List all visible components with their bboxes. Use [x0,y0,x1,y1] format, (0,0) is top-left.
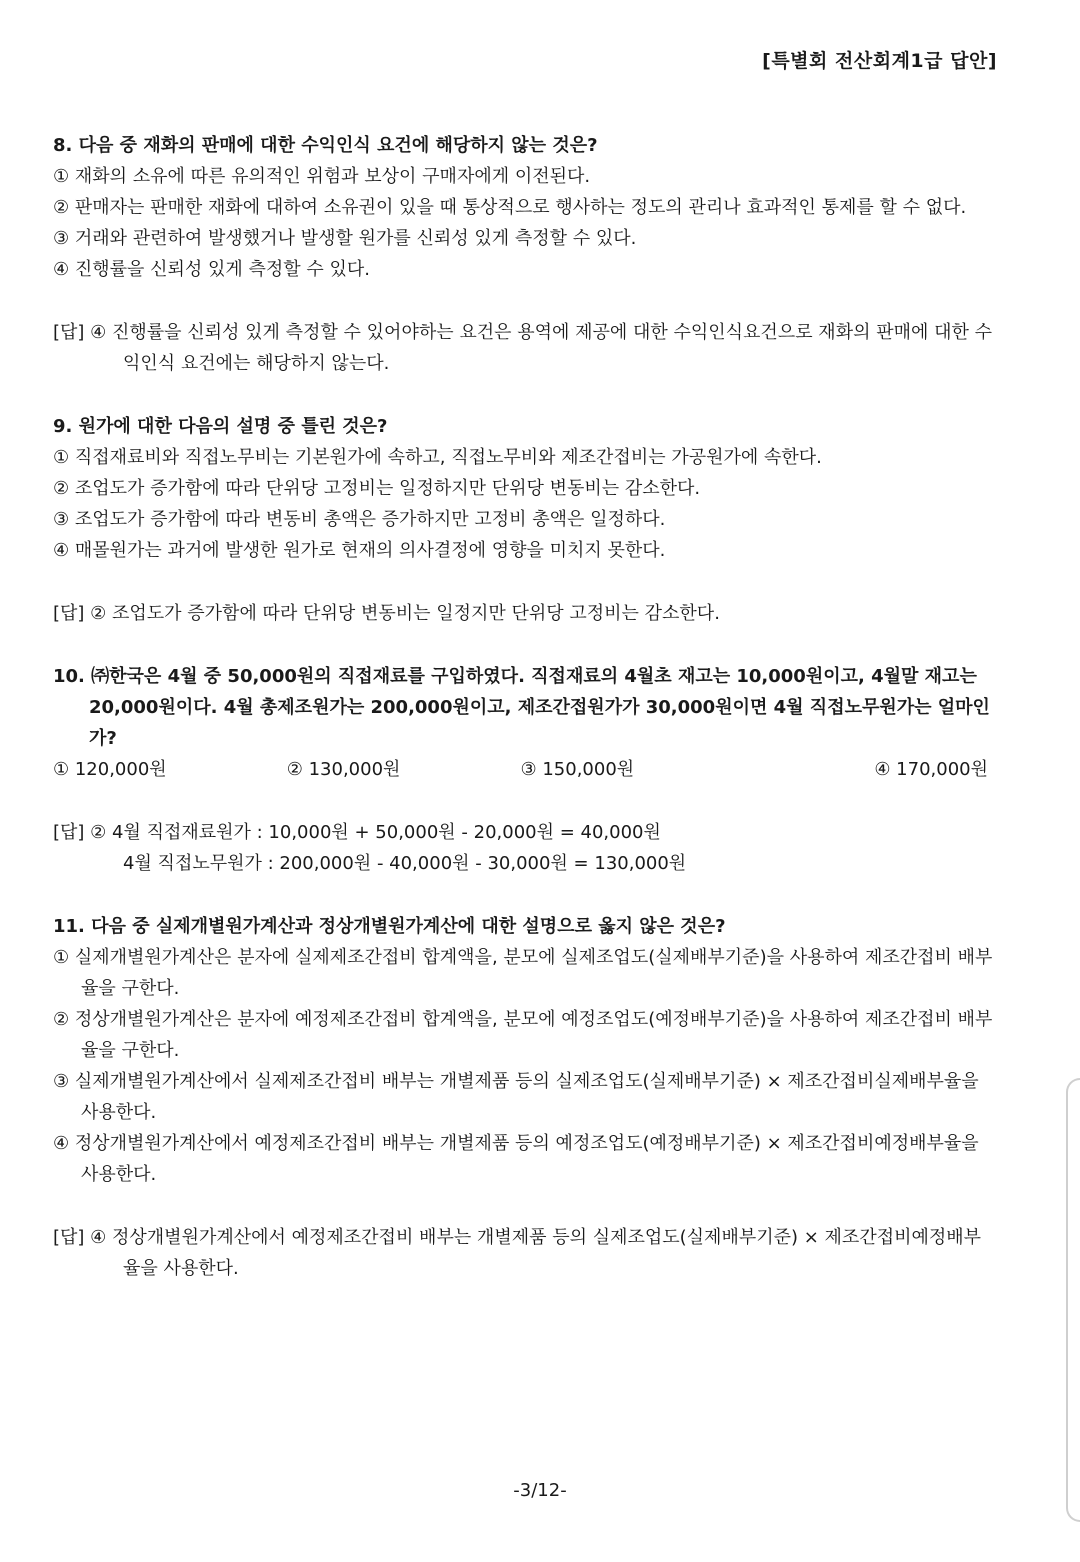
page-number: -3/12- [513,1480,567,1501]
question-title: 8. 다음 중 재화의 판매에 대한 수익인식 요건에 해당하지 않는 것은? [53,135,598,156]
option-4: ④ 170,000원 [874,759,988,780]
question-8 [53,130,998,379]
option-4: ④ 진행률을 신뢰성 있게 측정할 수 있다. [53,259,371,280]
answer-text: [답] ② 4월 직접재료원가 : 10,000원 + 50,000원 - 20,000원 = 40,000원 [53,822,661,843]
option-3: ③ 거래와 관련하여 발생했거나 발생할 원가를 신뢰성 있게 측정할 수 있다. [53,228,637,249]
question-title: 11. 다음 중 실제개별원가계산과 정상개별원가계산에 대한 설명으로 옳지 않은 것은? [53,916,726,937]
option-2: ② 정상개별원가계산은 분자에 예정제조간접비 합계액을, 분모에 예정조업도(예정배부기준)을 사용하여 제조간접비 배부율을 구한다. [53,1009,993,1061]
options-row [53,754,998,785]
option-4: ④ 매몰원가는 과거에 발생한 원가로 현재의 의사결정에 영향을 미치지 못한다. [53,540,666,561]
option-1: ① 재화의 소유에 따른 유의적인 위험과 보상이 구매자에게 이전된다. [53,166,591,187]
option-3: ③ 150,000원 [520,759,635,780]
option-3: ③ 실제개별원가계산에서 실제제조간접비 배부는 개별제품 등의 실제조업도(실제배부기준) × 제조간접비실제배부율을 사용한다. [53,1071,979,1123]
option-2: ② 130,000원 [286,759,401,780]
document-body [53,130,998,1284]
page-header: [특별회 전산회계1급 답안] [762,50,997,72]
question-title: 10. ㈜한국은 4월 중 50,000원의 직접재료를 구입하였다. 직접재료의 4월초 재고는 10,000원이고, 4월말 재고는 20,000원이다. 4월 총제조원가는 200,000원이고, 제조간접원가가 30,000원이면 4월 직접노무원가는 얼마인가? [53,666,990,749]
question-title: 9. 원가에 대한 다음의 설명 중 틀린 것은? [53,416,388,437]
question-11 [53,911,998,1284]
answer-text-line2: 4월 직접노무원가 : 200,000원 - 40,000원 - 30,000원 = 130,000원 [123,853,687,874]
option-3: ③ 조업도가 증가함에 따라 변동비 총액은 증가하지만 고정비 총액은 일정하다. [53,509,666,530]
option-1: ① 120,000원 [53,759,167,780]
answer-text: [답] ② 조업도가 증가함에 따라 단위당 변동비는 일정지만 단위당 고정비는 감소한다. [53,603,720,624]
option-2: ② 조업도가 증가함에 따라 단위당 고정비는 일정하지만 단위당 변동비는 감소한다. [53,478,701,499]
scroll-handle[interactable] [1066,1078,1080,1522]
question-9 [53,411,998,629]
option-1: ① 직접재료비와 직접노무비는 기본원가에 속하고, 직접노무비와 제조간접비는 가공원가에 속한다. [53,447,822,468]
question-10 [53,661,998,879]
answer-text: [답] ④ 진행률을 신뢰성 있게 측정할 수 있어야하는 요건은 용역에 제공에 대한 수익인식요건으로 재화의 판매에 대한 수익인식 요건에는 해당하지 않는다. [53,322,992,374]
answer-text: [답] ④ 정상개별원가계산에서 예정제조간접비 배부는 개별제품 등의 실제조업도(실제배부기준) × 제조간접비예정배부율을 사용한다. [53,1227,982,1279]
option-1: ① 실제개별원가계산은 분자에 실제제조간접비 합계액을, 분모에 실제조업도(실제배부기준)을 사용하여 제조간접비 배부율을 구한다. [53,947,993,999]
option-4: ④ 정상개별원가계산에서 예정제조간접비 배부는 개별제품 등의 예정조업도(예정배부기준) × 제조간접비예정배부율을 사용한다. [53,1133,979,1185]
option-2: ② 판매자는 판매한 재화에 대하여 소유권이 있을 때 통상적으로 행사하는 정도의 관리나 효과적인 통제를 할 수 없다. [53,197,967,218]
